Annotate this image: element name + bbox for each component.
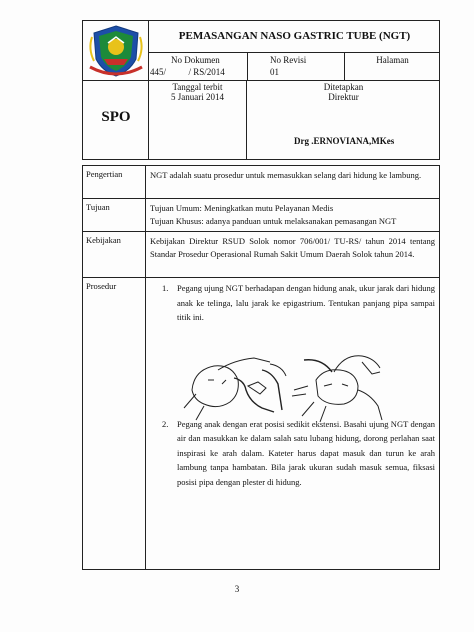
procedure-step-1	[162, 281, 435, 325]
ngt-measurement-illustration	[174, 350, 386, 425]
logo-cell	[83, 21, 149, 81]
approval-cell	[247, 81, 440, 160]
tujuan-label: Tujuan	[83, 199, 146, 231]
page-cell	[345, 53, 440, 80]
signatory-name: Drg .ERNOVIANA,MKes	[294, 136, 395, 146]
regional-emblem-icon	[86, 23, 146, 79]
prosedur-content	[146, 278, 439, 569]
document-title: PEMASANGAN NASO GASTRIC TUBE (NGT)	[149, 21, 440, 53]
revision-cell	[248, 53, 345, 80]
spo-label: SPO	[101, 109, 131, 125]
issue-date-label: Tanggal terbit	[172, 82, 223, 92]
kebijakan-label: Kebijakan	[83, 232, 146, 277]
doc-number-label: No Dokumen	[171, 55, 220, 65]
step-text: Pegang anak dengan erat posisi sedikit ekstensi. Basahi ujung NGT dengan air dan masukkan ke dalam salah satu lubang hidung, dorong perlahan saat inspirasi ke arah dalam. Kateter harus dapat masuk dan turun ke arah lambung tanpa hambatan. Bila jarak ukuran sudah masuk semua, fiksasi posisi pipa dengan plester di hidung.	[177, 418, 435, 487]
procedure-step-2	[162, 417, 435, 490]
page-label: Halaman	[376, 55, 409, 65]
doc-info-row	[149, 53, 440, 81]
kebijakan-text: Kebijakan Direktur RSUD Solok nomor 706/001/ TU-RS/ tahun 2014 tentang Standar Prosedur Operasional Rumah Sakit Umum Daerah Solok tahun 2014.	[150, 236, 435, 259]
pengertian-label: Pengertian	[83, 166, 146, 198]
tujuan-umum: Tujuan Umum: Meningkatkan mutu Pelayanan Medis	[150, 203, 334, 213]
issue-date-cell	[149, 81, 247, 160]
prosedur-label: Prosedur	[83, 278, 146, 569]
procedure-table	[82, 165, 440, 570]
tujuan-khusus: Tujuan Khusus: adanya panduan untuk melaksanakan pemasangan NGT	[150, 216, 397, 226]
approved-role: Direktur	[328, 92, 359, 102]
doc-number-value: 445/ / RS/2014	[150, 67, 225, 77]
pengertian-text: NGT adalah suatu prosedur untuk memasukkan selang dari hidung ke lambung.	[150, 170, 422, 180]
approved-label: Ditetapkan	[323, 82, 364, 92]
issue-date-value: 5 Januari 2014	[171, 92, 224, 102]
tujuan-content	[146, 199, 439, 231]
revision-label: No Revisi	[270, 55, 307, 65]
step-number: 1.	[162, 283, 169, 293]
step-number: 2.	[162, 418, 169, 429]
step-text: Pegang ujung NGT berhadapan dengan hidung anak, ukur jarak dari hidung anak ke telinga, lalu jarak ke epigastrium. Tentukan panjang pipa sampai titik ini.	[177, 283, 435, 322]
revision-value: 01	[270, 67, 279, 77]
spo-cell	[83, 81, 149, 160]
page-number: 3	[234, 584, 240, 594]
doc-number-cell	[149, 53, 248, 80]
approval-row	[149, 81, 440, 160]
spo-header-table	[82, 20, 440, 160]
